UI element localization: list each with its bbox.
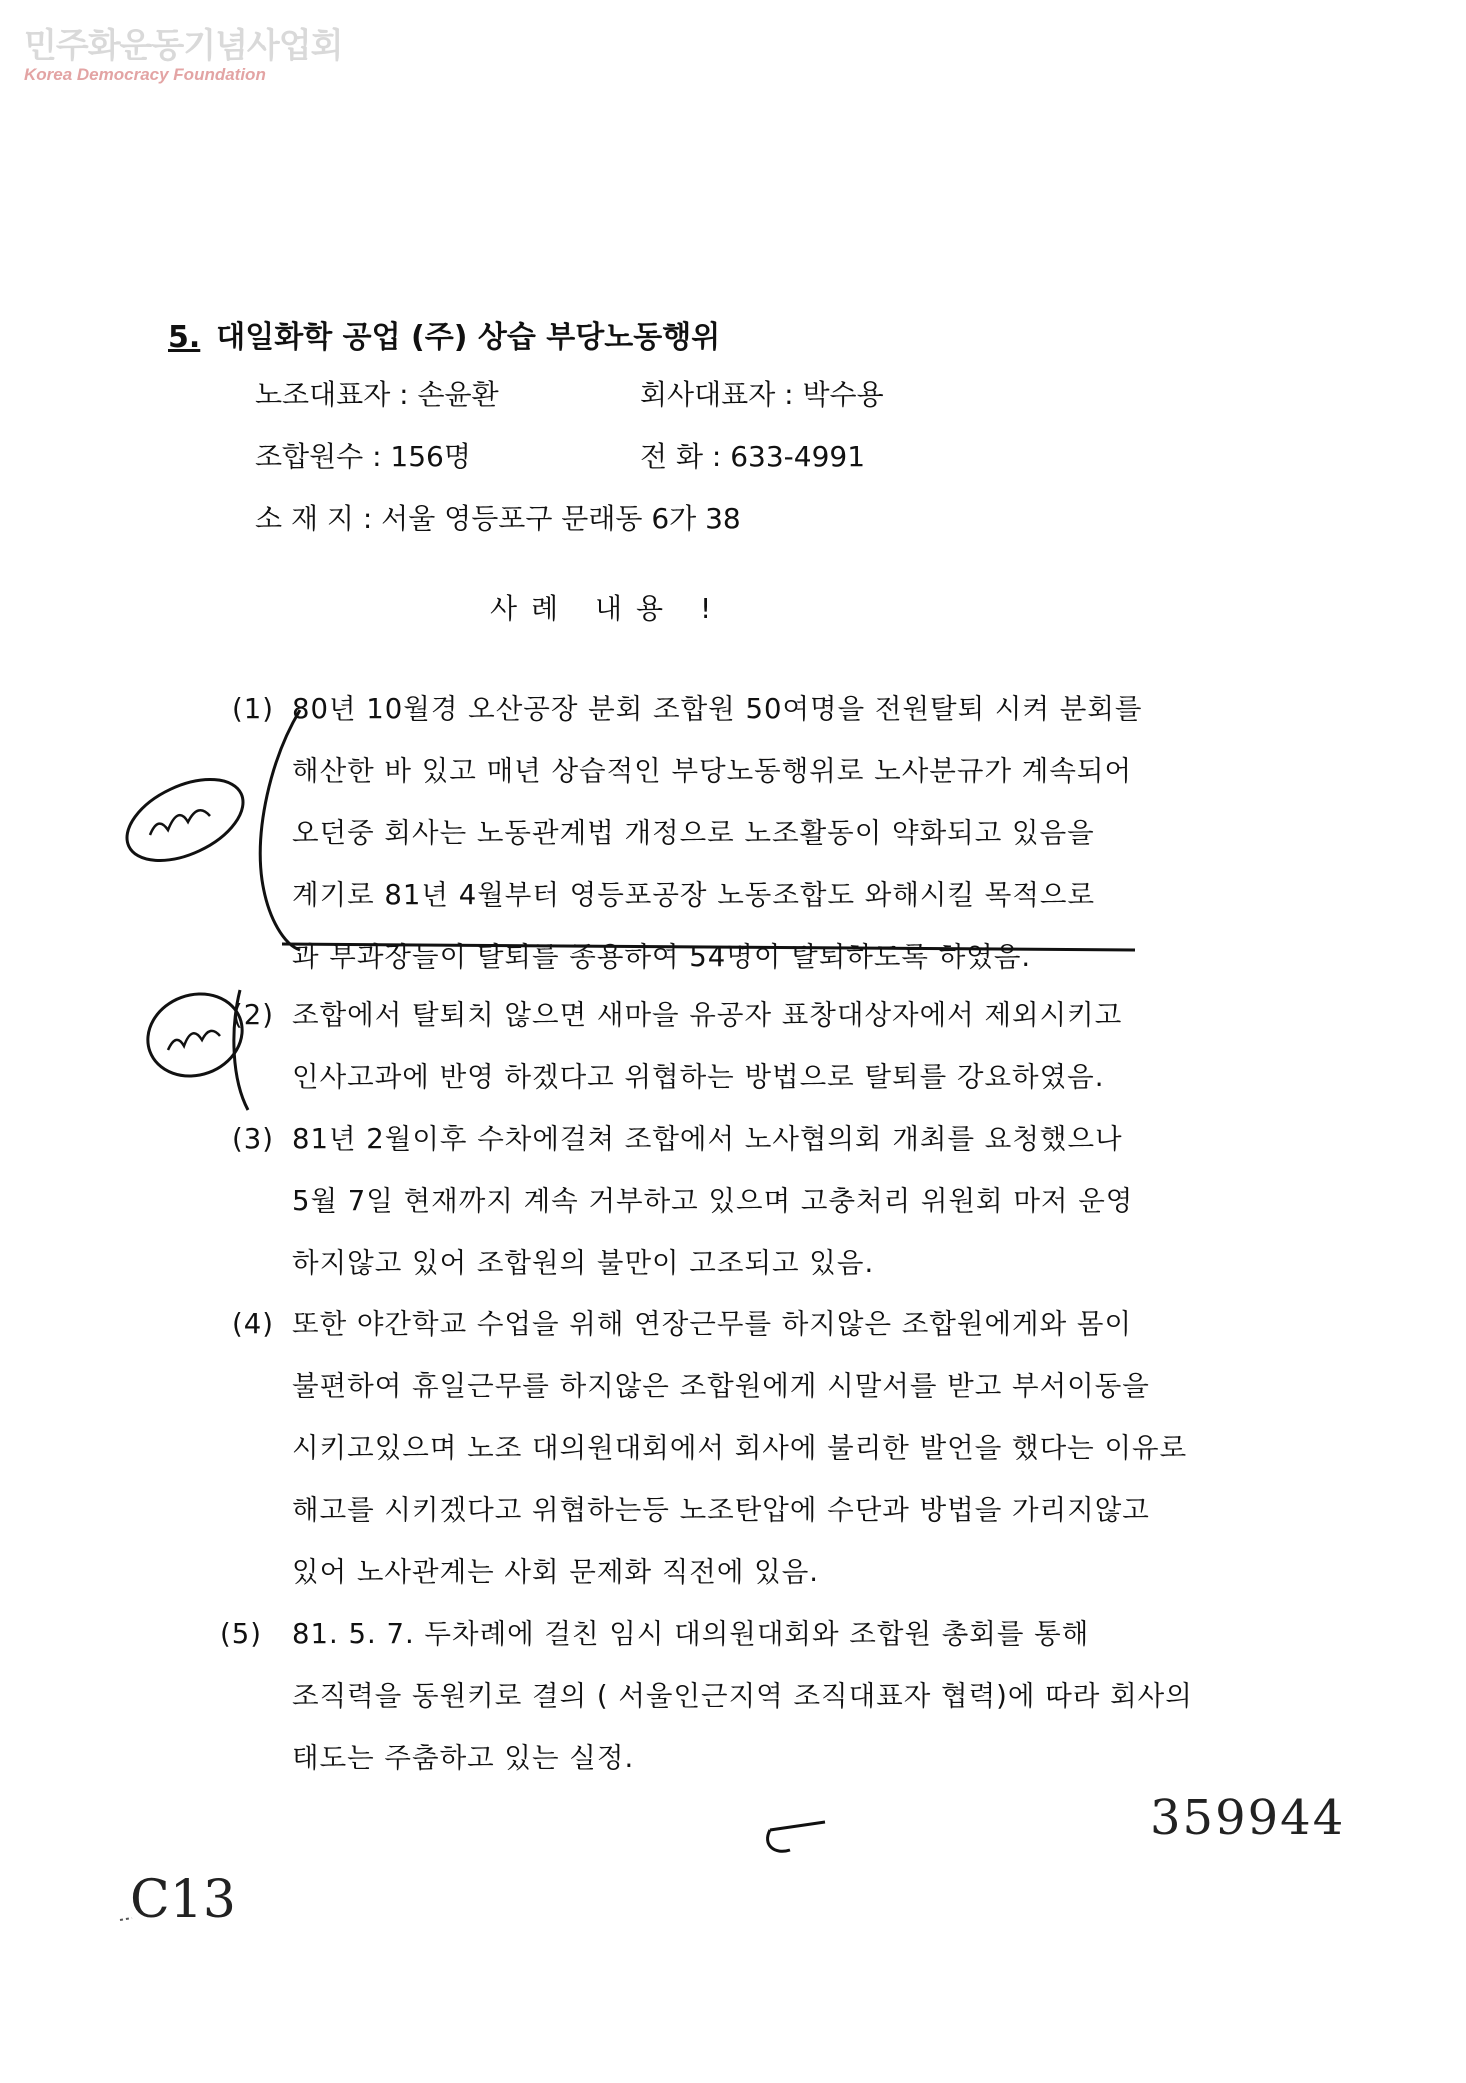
- item-line: 81년 2월이후 수차에걸쳐 조합에서 노사협의회 개최를 요청했으나: [292, 1123, 1123, 1155]
- item-line: 인사고과에 반영 하겠다고 위협하는 방법으로 탈퇴를 강요하였음.: [292, 1061, 1105, 1093]
- company-representative: 회사대표자 : 박수용: [640, 378, 884, 411]
- item-line: 계기로 81년 4월부터 영등포공장 노동조합도 와해시킬 목적으로: [292, 879, 1096, 911]
- item-line: 하지않고 있어 조합원의 불만이 고조되고 있음.: [292, 1247, 875, 1279]
- bracket-mark: [260, 710, 300, 950]
- item-line: 80년 10월경 오산공장 분회 조합원 50여명을 전원탈퇴 시켜 분회를: [292, 693, 1143, 725]
- watermark-korean: 민주화운동기념사업회: [24, 26, 343, 66]
- circled-scribble-mark: [114, 763, 255, 877]
- scribble-mark: [150, 810, 210, 835]
- item-line: 5월 7일 현재까지 계속 거부하고 있으며 고충처리 위원회 마저 운영: [292, 1185, 1134, 1217]
- section-title-text: 대일화학 공업 (주) 상습 부당노동행위: [216, 320, 721, 355]
- case-details-heading: 사례 내용 !: [490, 592, 726, 625]
- item-line: 시키고있으며 노조 대의원대회에서 회사에 불리한 발언을 했다는 이유로: [292, 1432, 1188, 1464]
- underline-mark: [282, 944, 1135, 950]
- item-line: 불편하여 휴일근무를 하지않은 조합원에게 시말서를 받고 부서이동을: [292, 1370, 1150, 1402]
- item-line: 오던중 회사는 노동관계법 개정으로 노조활동이 약화되고 있음을: [292, 817, 1095, 849]
- watermark-english: Korea Democracy Foundation: [24, 65, 266, 84]
- arrow-mark: [768, 1822, 825, 1851]
- item-number: (2): [232, 999, 274, 1031]
- item-line: 해산한 바 있고 매년 상습적인 부당노동행위로 노사분규가 계속되어: [292, 755, 1133, 787]
- item-number: (5): [220, 1618, 262, 1650]
- item-line: 또한 야간학교 수업을 위해 연장근무를 하지않은 조합원에게와 몸이: [292, 1308, 1133, 1340]
- item-line: 있어 노사관계는 사회 문제화 직전에 있음.: [292, 1556, 820, 1588]
- item-number: (1): [232, 693, 274, 725]
- item-line: 조직력을 동원키로 결의 ( 서울인근지역 조직대표자 협력)에 따라 회사의: [292, 1680, 1193, 1712]
- phone-number: 전 화 : 633-4991: [640, 440, 866, 473]
- item-line: 조합에서 탈퇴치 않으면 새마을 유공자 표창대상자에서 제외시키고: [292, 999, 1123, 1031]
- item-line: 과 부과장들이 탈퇴를 종용하여 54명이 탈퇴하도록 하였음.: [292, 941, 1032, 973]
- address: 소 재 지 : 서울 영등포구 문래동 6가 38: [255, 502, 741, 535]
- item-line: 태도는 주춤하고 있는 실정.: [292, 1742, 635, 1774]
- item-number: (4): [232, 1308, 274, 1340]
- scribble-mark: [168, 1031, 220, 1050]
- handwritten-document-number: 359944: [1150, 1790, 1346, 1846]
- member-count: 조합원수 : 156명: [255, 440, 471, 473]
- item-line: 해고를 시키겠다고 위협하는등 노조탄압에 수단과 방법을 가리지않고: [292, 1494, 1150, 1526]
- union-representative: 노조대표자 : 손윤환: [255, 378, 499, 411]
- item-number: (3): [232, 1123, 274, 1155]
- section-number: 5.: [168, 320, 201, 355]
- item-line: 81. 5. 7. 두차례에 걸친 임시 대의원대회와 조합원 총회를 통해: [292, 1618, 1090, 1650]
- handwritten-page-mark: C13: [130, 1870, 236, 1930]
